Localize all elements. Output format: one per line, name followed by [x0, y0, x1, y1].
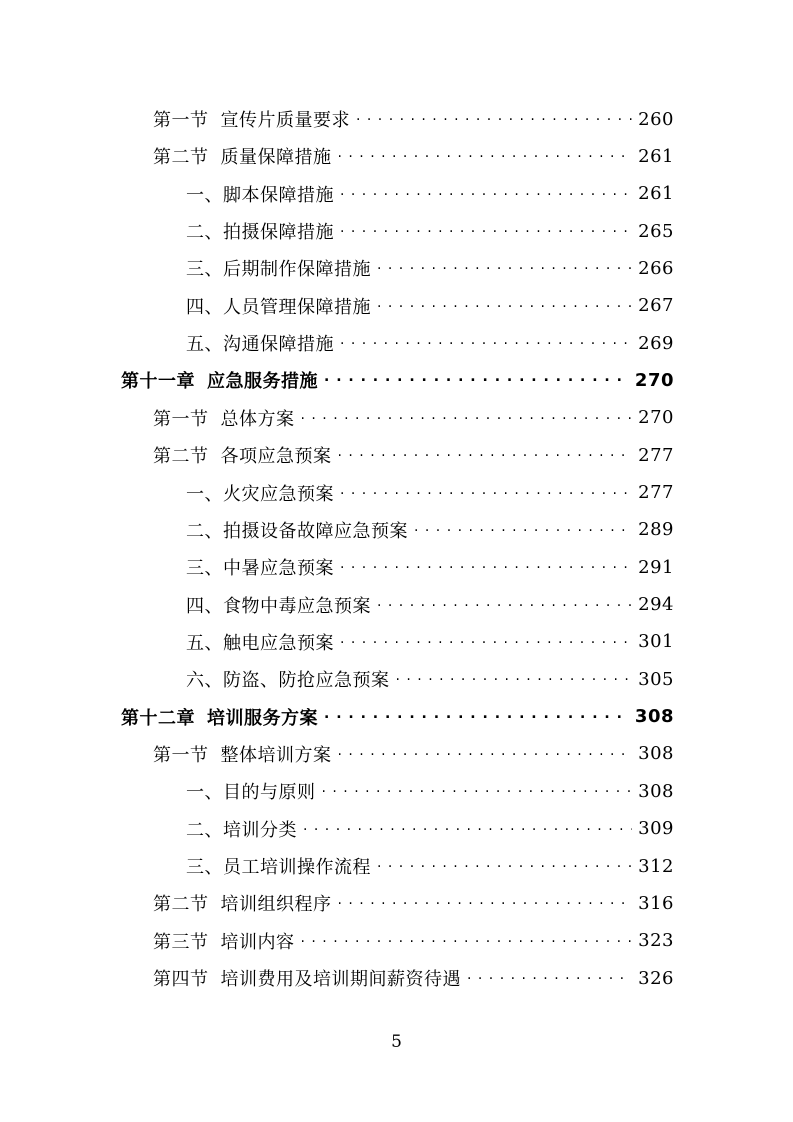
toc-entry[interactable] — [186, 664, 674, 694]
toc-entry-page: 323 — [638, 930, 674, 952]
toc-entry-label — [186, 816, 297, 842]
toc-entry-number: 三、 — [186, 259, 223, 281]
toc-entry-title: 目的与原则 — [223, 782, 316, 804]
toc-entry-page: 308 — [638, 743, 674, 765]
toc-entry-label — [186, 554, 334, 580]
dot-leader — [338, 141, 633, 171]
toc-entry-label — [186, 255, 371, 281]
toc-entry-title: 整体培训方案 — [220, 744, 332, 766]
toc-entry[interactable] — [186, 216, 674, 246]
toc-entry-page: 260 — [638, 108, 674, 130]
toc-entry[interactable] — [186, 253, 674, 283]
toc-entry-label — [186, 218, 334, 244]
toc-entry-label — [186, 330, 334, 356]
dot-leader — [377, 590, 632, 620]
toc-entry-label — [186, 181, 334, 207]
toc-entry-number: 三、 — [186, 857, 223, 878]
toc-entry-title: 培训服务方案 — [207, 707, 318, 729]
toc-entry-title: 火灾应急预案 — [223, 483, 334, 505]
page-number: 5 — [391, 1032, 402, 1052]
toc-entry-number: 第一节 — [153, 110, 209, 131]
toc-entry-number: 一、 — [186, 184, 223, 206]
toc-entry-page: 289 — [638, 519, 674, 541]
toc-entry-label — [153, 741, 332, 767]
toc-entry-number: 第一节 — [153, 408, 209, 430]
toc-entry-title: 培训分类 — [223, 819, 297, 841]
toc-entry[interactable] — [153, 926, 674, 956]
toc-entry-page: 270 — [634, 369, 674, 391]
toc-entry[interactable] — [186, 179, 674, 209]
toc-entry-number: 第二节 — [153, 147, 209, 169]
toc-entry-title: 人员管理保障措施 — [223, 296, 371, 318]
toc-entry-title: 员工培训操作流程 — [223, 857, 371, 878]
toc-entry-page: 308 — [634, 706, 674, 728]
toc-entry-number: 第十二章 — [121, 707, 195, 729]
dot-leader — [338, 440, 633, 470]
toc-entry[interactable] — [186, 590, 674, 620]
toc-entry[interactable] — [153, 739, 674, 769]
dot-leader — [377, 851, 632, 881]
toc-entry-title: 触电应急预案 — [223, 632, 334, 654]
dot-leader — [340, 328, 632, 358]
toc-entry-label — [153, 890, 332, 916]
dot-leader — [467, 963, 632, 993]
toc-entry-label — [121, 704, 318, 730]
toc-entry[interactable] — [186, 851, 674, 881]
dot-leader — [396, 664, 633, 694]
dot-leader — [301, 926, 633, 956]
toc-entry-label — [186, 293, 371, 319]
toc-entry-label — [153, 143, 332, 169]
dot-leader — [340, 552, 632, 582]
toc-entry-number: 二、 — [186, 819, 223, 841]
dot-leader — [414, 515, 632, 545]
toc-entry-label — [153, 106, 350, 132]
toc-entry[interactable] — [186, 515, 674, 545]
toc-entry-title: 拍摄设备故障应急预案 — [223, 520, 408, 542]
toc-entry-label — [186, 853, 371, 879]
dot-leader — [340, 478, 632, 508]
toc-entry-page: 316 — [638, 892, 674, 914]
toc-entry[interactable] — [153, 440, 674, 470]
toc-entry-page: 326 — [638, 967, 674, 989]
toc-entry-title: 后期制作保障措施 — [223, 259, 371, 281]
toc-entry-label — [186, 666, 390, 692]
toc-entry[interactable] — [186, 814, 674, 844]
dot-leader — [303, 814, 632, 844]
toc-entry-number: 四、 — [186, 296, 223, 318]
dot-leader — [340, 216, 632, 246]
toc-entry-page: 277 — [638, 444, 674, 466]
toc-entry-number: 第十一章 — [121, 371, 195, 393]
dot-leader — [338, 739, 633, 769]
toc-entry-title: 食物中毒应急预案 — [223, 595, 371, 617]
toc-entry-number: 第二节 — [153, 446, 209, 468]
toc-entry[interactable] — [153, 888, 674, 918]
toc-entry-title: 总体方案 — [220, 408, 295, 430]
dot-leader — [338, 888, 633, 918]
toc-entry-number: 四、 — [186, 595, 223, 617]
toc-entry-title: 拍摄保障措施 — [223, 222, 334, 244]
toc-entry-title: 培训内容 — [220, 931, 295, 953]
toc-entry[interactable] — [186, 478, 674, 508]
toc-entry-title: 培训组织程序 — [220, 894, 332, 916]
toc-entry-number: 六、 — [186, 670, 223, 692]
toc-entry-label — [153, 965, 461, 991]
toc-entry-page: 261 — [638, 183, 674, 205]
dot-leader — [377, 291, 632, 321]
toc-entry-title: 应急服务措施 — [207, 371, 318, 393]
toc-entry-label — [153, 928, 295, 954]
toc-entry-page: 291 — [638, 556, 674, 578]
toc-entry-label — [186, 592, 371, 618]
toc-entry-label — [153, 442, 332, 468]
toc-entry-number: 五、 — [186, 334, 223, 356]
dot-leader — [356, 104, 632, 134]
toc-entry-number: 二、 — [186, 520, 223, 542]
toc-entry[interactable] — [153, 403, 674, 433]
dot-leader — [301, 403, 633, 433]
toc-entry-page: 267 — [638, 295, 674, 317]
toc-entry-page: 266 — [638, 257, 674, 279]
toc-entry-title: 各项应急预案 — [220, 446, 332, 468]
toc-entry-number: 第二节 — [153, 894, 209, 916]
toc-entry-label — [153, 405, 295, 431]
toc-entry-page: 305 — [638, 668, 674, 690]
toc-entry[interactable] — [186, 552, 674, 582]
toc-entry-title: 中暑应急预案 — [223, 558, 334, 580]
toc-entry-title: 防盗、防抢应急预案 — [223, 670, 390, 692]
toc-entry-page: 309 — [638, 818, 674, 840]
dot-leader — [340, 179, 632, 209]
toc-entry[interactable] — [186, 776, 674, 806]
dot-leader — [322, 776, 633, 806]
toc-entry-page: 269 — [638, 332, 674, 354]
toc-entry-number: 第四节 — [153, 969, 209, 991]
toc-entry-page: 312 — [638, 855, 674, 877]
dot-leader — [377, 253, 632, 283]
toc-entry-label — [121, 367, 318, 393]
toc-entry[interactable] — [121, 702, 674, 732]
toc-entry-page: 277 — [638, 482, 674, 503]
toc-entry-label — [186, 778, 316, 804]
toc-entry-page: 294 — [638, 594, 674, 616]
toc-entry[interactable] — [121, 365, 674, 395]
toc-entry-number: 一、 — [186, 782, 223, 804]
toc-entry[interactable] — [153, 963, 674, 993]
toc-entry-title: 沟通保障措施 — [223, 334, 334, 356]
toc-entry[interactable] — [186, 627, 674, 657]
toc-entry-page: 270 — [638, 407, 674, 429]
dot-leader — [324, 365, 629, 395]
toc-entry-title: 脚本保障措施 — [223, 184, 334, 206]
toc-entry-page: 308 — [638, 780, 674, 802]
toc-entry-label — [186, 517, 408, 543]
toc-entry-number: 三、 — [186, 558, 223, 580]
toc-entry-page: 265 — [638, 220, 674, 242]
toc-entry-number: 第一节 — [153, 744, 209, 766]
toc-entry-label — [186, 629, 334, 655]
toc-entry-title: 质量保障措施 — [220, 147, 332, 169]
toc-entry[interactable] — [186, 291, 674, 321]
toc-entry-title: 培训费用及培训期间薪资待遇 — [220, 969, 461, 991]
toc-entry-label — [186, 480, 334, 506]
toc-entry-title: 宣传片质量要求 — [220, 110, 350, 131]
toc-entry-number: 五、 — [186, 632, 223, 654]
toc-entry[interactable] — [153, 104, 674, 134]
toc-entry-number: 第三节 — [153, 931, 209, 953]
toc-entry-number: 二、 — [186, 222, 223, 244]
toc-entry[interactable] — [153, 141, 674, 171]
dot-leader — [324, 702, 629, 732]
dot-leader — [340, 627, 632, 657]
toc-entry[interactable] — [186, 328, 674, 358]
toc-entry-page: 261 — [638, 145, 674, 167]
toc-entry-number: 一、 — [186, 483, 223, 505]
toc-entry-page: 301 — [638, 631, 674, 653]
